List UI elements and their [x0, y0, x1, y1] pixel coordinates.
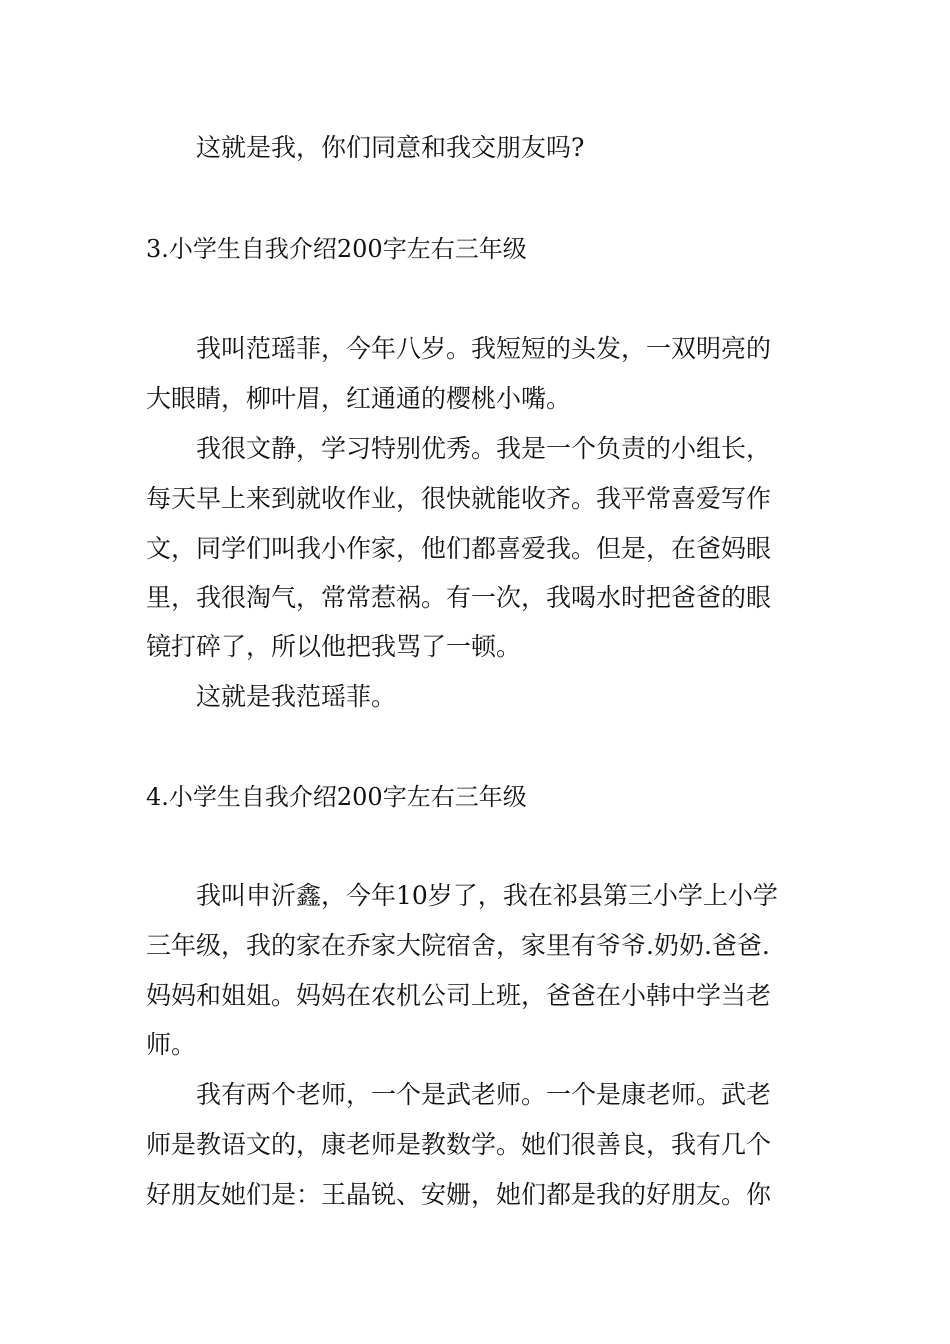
section-heading: 4.小学生自我介绍200字左右三年级: [146, 783, 527, 811]
paragraph-line: 我叫申沂鑫，今年10岁了，我在祁县第三小学上小学: [196, 881, 778, 910]
paragraph-line: 镜打碎了，所以他把我骂了一顿。: [146, 632, 522, 661]
paragraph-line: 每天早上来到就收作业，很快就能收齐。我平常喜爱写作: [146, 484, 772, 513]
paragraph-line: 好朋友她们是：王晶锐、安姗，她们都是我的好朋友。你: [146, 1180, 772, 1209]
paragraph-line: 我有两个老师，一个是武老师。一个是康老师。武老: [196, 1080, 772, 1109]
paragraph-line: 我很文静，学习特别优秀。我是一个负责的小组长，: [196, 434, 772, 463]
paragraph-line: 这就是我范瑶菲。: [196, 682, 397, 711]
paragraph-line: 这就是我，你们同意和我交朋友吗?: [196, 133, 585, 162]
paragraph-line: 我叫范瑶菲，今年八岁。我短短的头发，一双明亮的: [196, 334, 772, 363]
paragraph-line: 师是教语文的，康老师是教数学。她们很善良，我有几个: [146, 1130, 772, 1159]
section-heading: 3.小学生自我介绍200字左右三年级: [146, 235, 527, 263]
paragraph-line: 文，同学们叫我小作家，他们都喜爱我。但是，在爸妈眼: [146, 534, 772, 563]
paragraph-line: 妈妈和姐姐。妈妈在农机公司上班，爸爸在小韩中学当老: [146, 981, 772, 1010]
paragraph-line: 里，我很淘气，常常惹祸。有一次，我喝水时把爸爸的眼: [146, 583, 772, 612]
paragraph-line: 大眼睛，柳叶眉，红通通的樱桃小嘴。: [146, 384, 572, 413]
paragraph-line: 师。: [146, 1030, 197, 1059]
paragraph-line: 三年级，我的家在乔家大院宿舍，家里有爷爷.奶奶.爸爸.: [146, 931, 770, 960]
